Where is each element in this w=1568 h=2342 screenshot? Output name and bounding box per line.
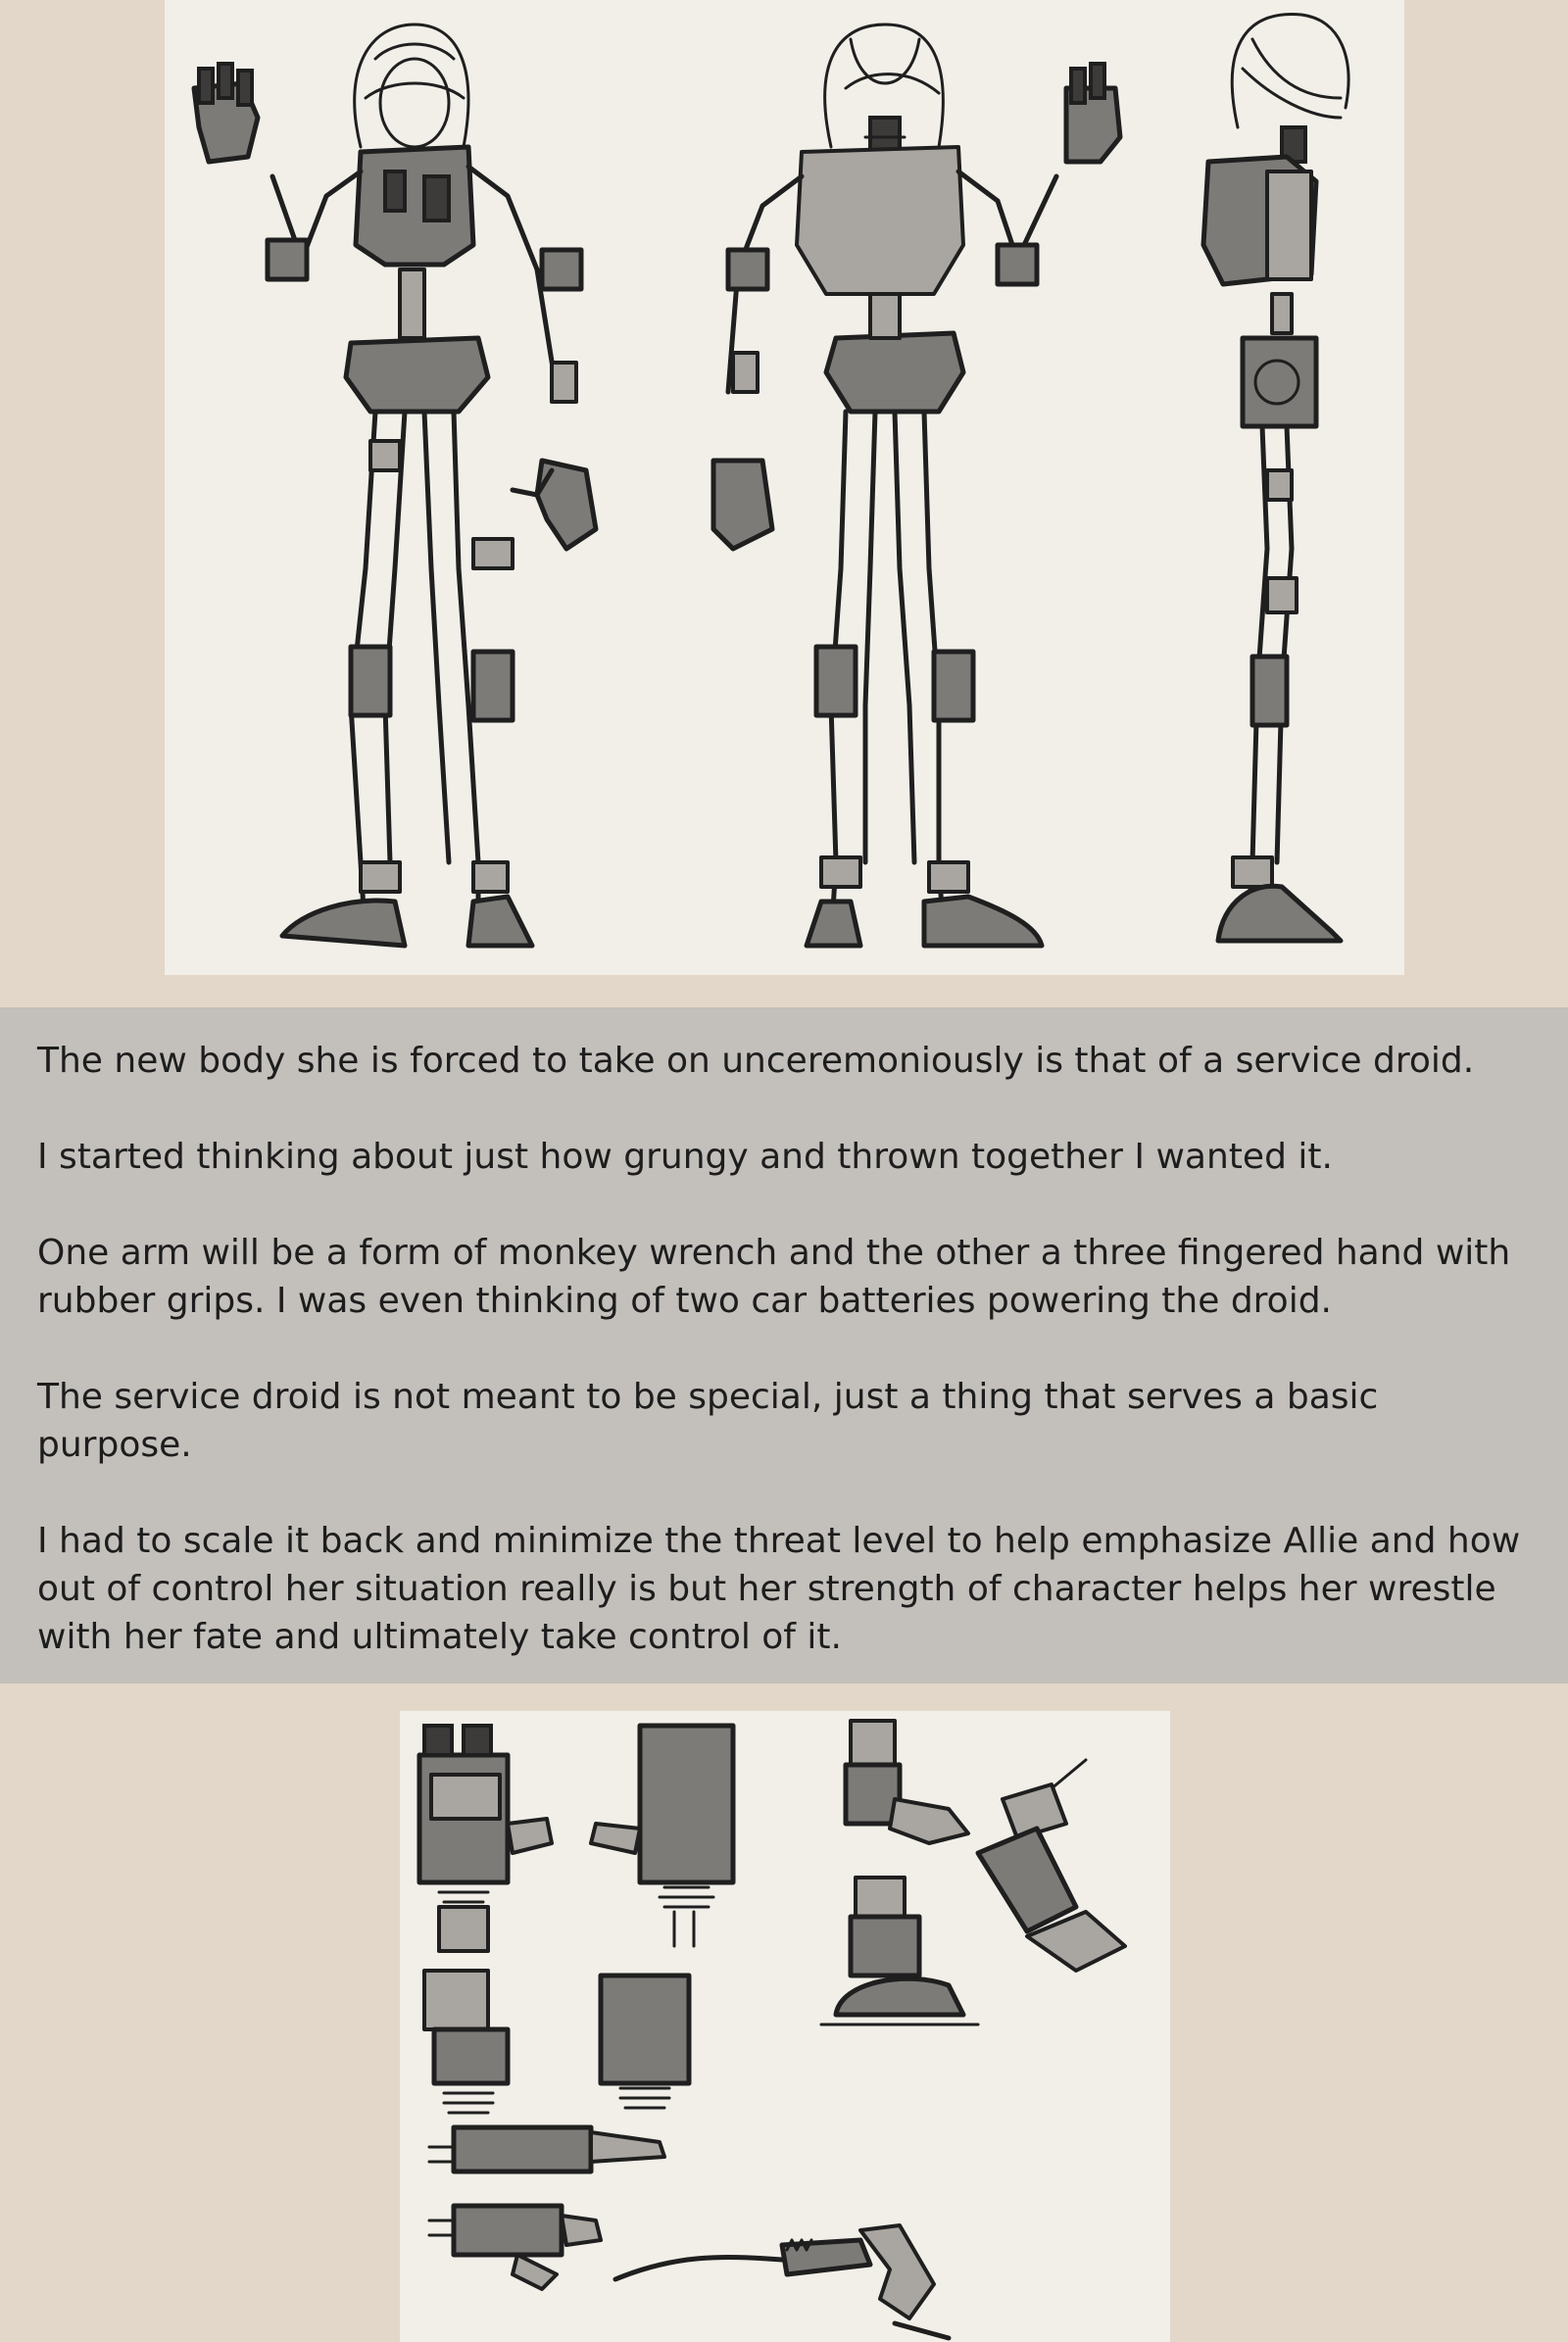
arm-side-sketches — [429, 2127, 664, 2289]
hand-front-sketch — [419, 1726, 552, 1951]
foot-side-sketch — [846, 1721, 968, 1843]
foot-front-sketch — [821, 1878, 978, 2025]
robot-turnaround-illustration — [165, 0, 1404, 975]
description-text-band — [0, 1007, 1568, 1683]
paragraph-2: I started thinking about just how grungy and thrown together I wanted it. — [37, 1137, 1333, 1177]
wrench-hand-sketch — [615, 2225, 949, 2338]
paragraph-5: I had to scale it back and minimize the threat level to help emphasize Allie and how out of control her situation really is but her strength of character helps her wrestle with her fate and ultimately take control of it. — [37, 1521, 1521, 1657]
hand-fist-front-sketch — [424, 1971, 508, 2113]
description-copy — [37, 1037, 1537, 1661]
hand-back-sketch — [591, 1726, 733, 1946]
robot-front-view — [194, 24, 596, 946]
foot-angled-sketch — [978, 1760, 1125, 1971]
paragraph-1: The new body she is forced to take on unceremoniously is that of a service droid. — [37, 1041, 1475, 1081]
robot-details-illustration — [400, 1711, 1170, 2342]
paragraph-3: One arm will be a form of monkey wrench and the other a three fingered hand with rubber grips. I was even thinking of two car batteries powering the droid. — [37, 1233, 1511, 1321]
paragraph-4: The service droid is not meant to be special, just a thing that serves a basic purpose. — [37, 1377, 1379, 1465]
robot-side-view — [1203, 14, 1348, 941]
hand-fist-back-sketch — [601, 1976, 689, 2108]
robot-back-view — [713, 24, 1120, 946]
